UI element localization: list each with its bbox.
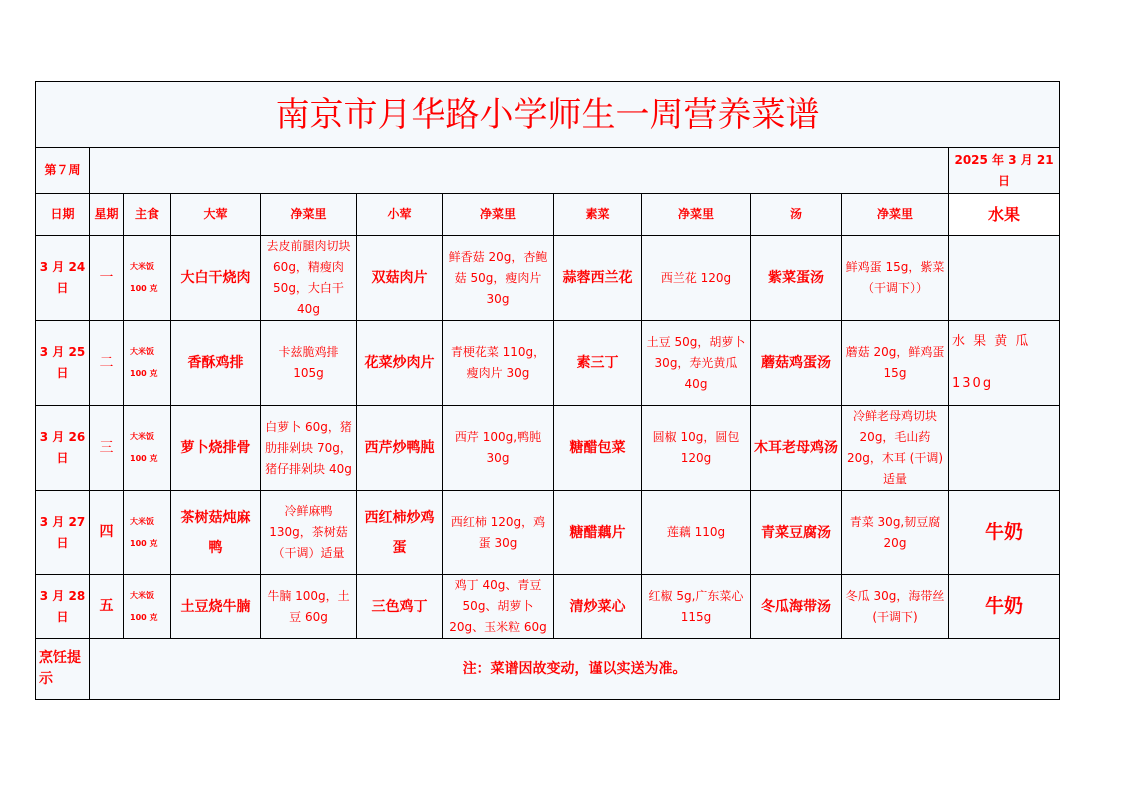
header-vegetable: 素菜 xyxy=(554,194,642,236)
header-soup-ingredients: 净菜里 xyxy=(842,194,949,236)
side-meat-dish: 双菇肉片 xyxy=(357,236,443,321)
vegetable-ingredients: 土豆 50g，胡萝卜 30g，寿光黄瓜 40g xyxy=(642,321,751,406)
header-soup: 汤 xyxy=(751,194,842,236)
week-number: 第７周 xyxy=(36,148,90,194)
staple-food: 大米饭 100 克 xyxy=(124,236,171,321)
header-vegetable-ingredients: 净菜里 xyxy=(642,194,751,236)
day-date: 3 月 24 日 xyxy=(36,236,90,321)
soup-ingredients: 鲜鸡蛋 15g，紫菜（干调下）） xyxy=(842,236,949,321)
fruit xyxy=(949,406,1060,491)
header-fruit: 水果 xyxy=(949,194,1060,236)
main-ingredients: 去皮前腿肉切块 60g，精瘦肉 50g，大白干 40g xyxy=(261,236,357,321)
fruit: 牛奶 xyxy=(949,491,1060,575)
vegetable-dish: 素三丁 xyxy=(554,321,642,406)
vegetable-ingredients: 圆椒 10g，圆包 120g xyxy=(642,406,751,491)
header-staple: 主食 xyxy=(124,194,171,236)
header-blank xyxy=(90,148,949,194)
side-meat-dish: 西芹炒鸭肫 xyxy=(357,406,443,491)
weekday: 四 xyxy=(90,491,124,575)
soup-dish: 冬瓜海带汤 xyxy=(751,575,842,639)
main-ingredients: 卡兹脆鸡排 105g xyxy=(261,321,357,406)
main-meat-dish: 大白干烧肉 xyxy=(171,236,261,321)
vegetable-dish: 清炒菜心 xyxy=(554,575,642,639)
staple-food: 大米饭 100 克 xyxy=(124,321,171,406)
weekday: 五 xyxy=(90,575,124,639)
main-meat-dish: 萝卜烧排骨 xyxy=(171,406,261,491)
main-meat-dish: 土豆烧牛腩 xyxy=(171,575,261,639)
day-date: 3 月 26 日 xyxy=(36,406,90,491)
weekday: 三 xyxy=(90,406,124,491)
main-ingredients: 牛腩 100g，土豆 60g xyxy=(261,575,357,639)
weekday: 一 xyxy=(90,236,124,321)
menu-date: 2025 年 3 月 21 日 xyxy=(949,148,1060,194)
side-meat-dish: 三色鸡丁 xyxy=(357,575,443,639)
cooking-tips-note: 注：菜谱因故变动，谨以实送为准。 xyxy=(90,639,1060,700)
soup-dish: 木耳老母鸡汤 xyxy=(751,406,842,491)
weekday: 二 xyxy=(90,321,124,406)
main-meat-dish: 茶树菇炖麻鸭 xyxy=(171,491,261,575)
header-weekday: 星期 xyxy=(90,194,124,236)
side-meat-dish: 西红柿炒鸡蛋 xyxy=(357,491,443,575)
soup-dish: 紫菜蛋汤 xyxy=(751,236,842,321)
vegetable-ingredients: 莲藕 110g xyxy=(642,491,751,575)
header-date: 日期 xyxy=(36,194,90,236)
vegetable-dish: 糖醋包菜 xyxy=(554,406,642,491)
main-meat-dish: 香酥鸡排 xyxy=(171,321,261,406)
day-date: 3 月 25 日 xyxy=(36,321,90,406)
main-ingredients: 冷鲜麻鸭 130g，茶树菇（干调）适量 xyxy=(261,491,357,575)
side-ingredients: 青梗花菜 110g，瘦肉片 30g xyxy=(443,321,554,406)
soup-ingredients: 冷鲜老母鸡切块 20g，毛山药 20g，木耳 (干调) 适量 xyxy=(842,406,949,491)
fruit xyxy=(949,236,1060,321)
header-main-meat: 大荤 xyxy=(171,194,261,236)
menu-row xyxy=(36,236,1060,321)
staple-food: 大米饭 100 克 xyxy=(124,575,171,639)
side-ingredients: 西芹 100g,鸭肫 30g xyxy=(443,406,554,491)
side-ingredients: 鸡丁 40g、青豆 50g、胡萝卜 20g、玉米粒 60g xyxy=(443,575,554,639)
side-ingredients: 西红柿 120g，鸡蛋 30g xyxy=(443,491,554,575)
soup-dish: 青菜豆腐汤 xyxy=(751,491,842,575)
day-date: 3 月 27 日 xyxy=(36,491,90,575)
menu-row xyxy=(36,491,1060,575)
staple-food: 大米饭 100 克 xyxy=(124,406,171,491)
menu-row xyxy=(36,321,1060,406)
vegetable-dish: 糖醋藕片 xyxy=(554,491,642,575)
soup-ingredients: 冬瓜 30g，海带丝 (干调下) xyxy=(842,575,949,639)
menu-title: 南京市月华路小学师生一周营养菜谱 xyxy=(36,82,1060,148)
menu-row xyxy=(36,575,1060,639)
side-meat-dish: 花菜炒肉片 xyxy=(357,321,443,406)
staple-food: 大米饭 100 克 xyxy=(124,491,171,575)
soup-ingredients: 青菜 30g,韧豆腐 20g xyxy=(842,491,949,575)
side-ingredients: 鲜香菇 20g，杏鲍菇 50g，瘦肉片 30g xyxy=(443,236,554,321)
vegetable-ingredients: 西兰花 120g xyxy=(642,236,751,321)
fruit: 水 果 黄 瓜 130g xyxy=(949,321,1060,406)
header-main-ingredients: 净菜里 xyxy=(261,194,357,236)
vegetable-dish: 蒜蓉西兰花 xyxy=(554,236,642,321)
cooking-tips-label: 烹饪提示 xyxy=(36,639,90,700)
weekly-menu-table xyxy=(35,81,1060,700)
day-date: 3 月 28 日 xyxy=(36,575,90,639)
vegetable-ingredients: 红椒 5g,广东菜心 115g xyxy=(642,575,751,639)
fruit: 牛奶 xyxy=(949,575,1060,639)
menu-row xyxy=(36,406,1060,491)
header-side-ingredients: 净菜里 xyxy=(443,194,554,236)
main-ingredients: 白萝卜 60g，猪肋排剁块 70g，猪仔排剁块 40g xyxy=(261,406,357,491)
soup-dish: 蘑菇鸡蛋汤 xyxy=(751,321,842,406)
soup-ingredients: 蘑菇 20g，鲜鸡蛋 15g xyxy=(842,321,949,406)
header-side-meat: 小荤 xyxy=(357,194,443,236)
